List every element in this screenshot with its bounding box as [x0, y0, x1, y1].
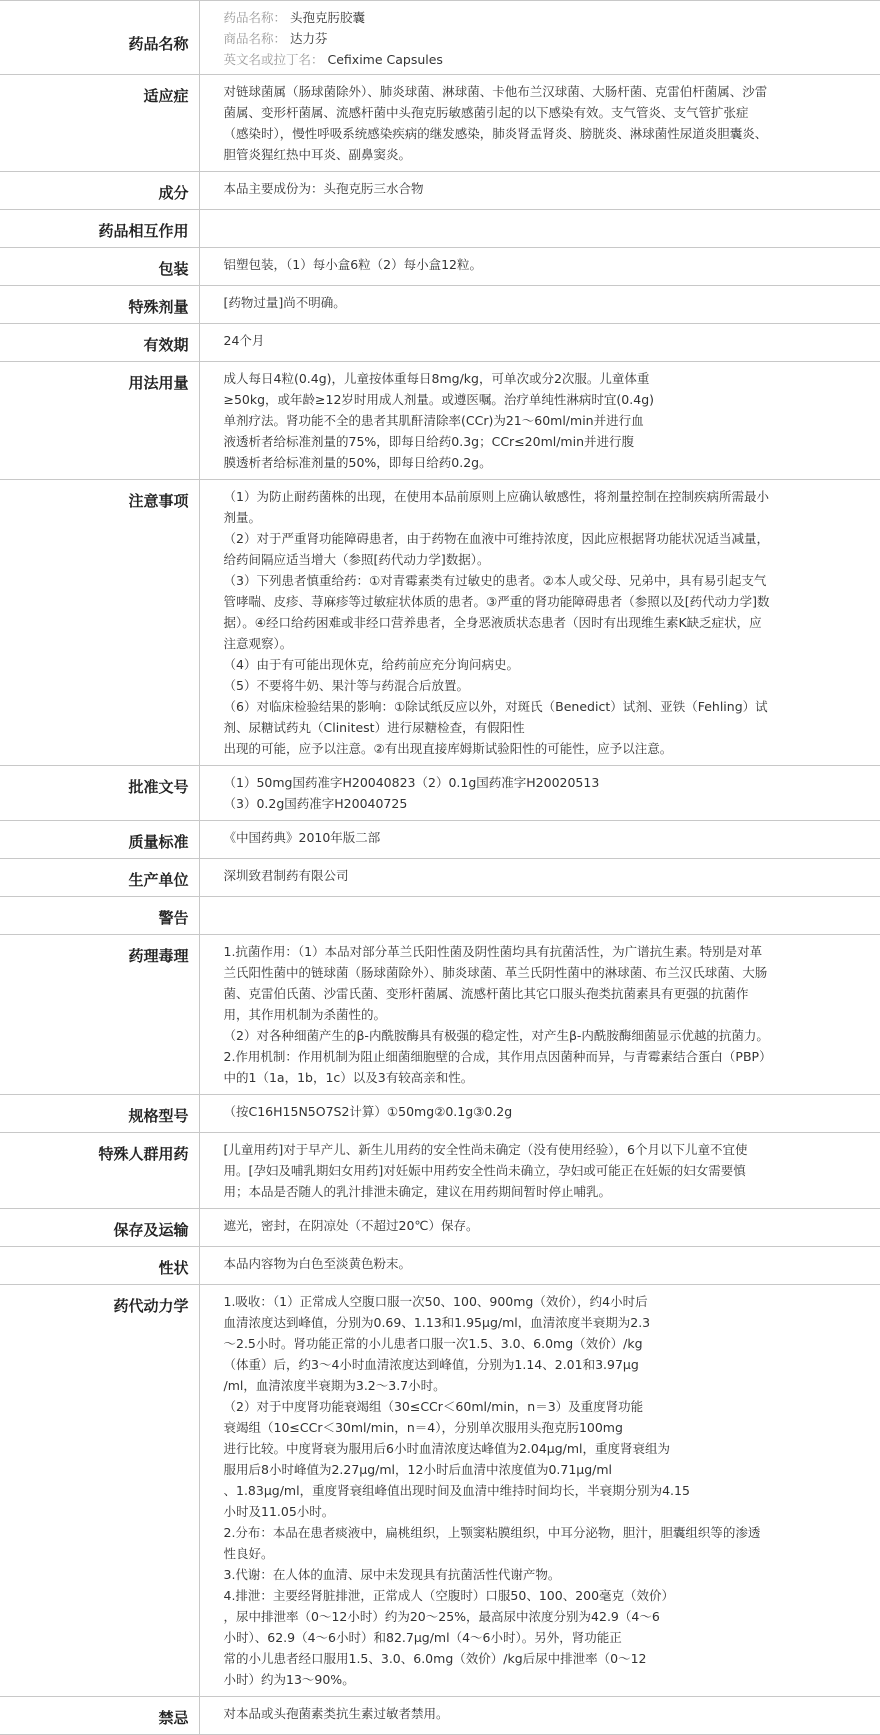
row-label: 特殊人群用药 [0, 1133, 199, 1209]
precaution-paragraph: （2）对于严重肾功能障碍患者，由于药物在血液中可维持浓度，因此应根据肾功能状况适当减量，给药间隔应适当增大（参照[药代动力学]数据）。 [223, 531, 769, 567]
precaution-paragraph: （1）为防止耐药菌株的出现，在使用本品前原则上应确认敏感性，将剂量控制在控制疾病所需最小剂量。 [223, 489, 769, 525]
row-value: 对本品或头孢菌素类抗生素过敏者禁用。 [199, 1697, 880, 1735]
pharmacology-paragraph: 2.作用机制：作用机制为阻止细菌细胞壁的合成，其作用点因菌种而异，与青霉素结合蛋白（PBP）中的1（1a，1b，1c）以及3有较高亲和性。 [223, 1049, 766, 1085]
pk-line: 常的小儿患者经口服用1.5、3.0、6.0mg（效价）/kg后尿中排泄率（0～12 [223, 1651, 647, 1666]
row-label: 禁忌 [0, 1697, 199, 1735]
row-precautions [0, 480, 880, 766]
pk-line: 4.排泄：主要经肾脏排泄，正常成人（空腹时）口服50、100、200毫克（效价） [223, 1588, 675, 1603]
precaution-paragraph: 出现的可能，应予以注意。②有出现直接库姆斯试验阳性的可能性，应予以注意。 [223, 741, 673, 756]
row-value: 本品内容物为白色至淡黄色粉末。 [199, 1247, 880, 1285]
row-value [199, 480, 880, 766]
usage-line: 膜透析者给标准剂量的50%，即每日给药0.2g。 [223, 455, 492, 470]
row-value [199, 897, 880, 935]
row-storage [0, 1209, 880, 1247]
pk-line: 2.分布：本品在患者痰液中，扁桃组织，上颚窦粘膜组织，中耳分泌物，胆汁，胆囊组织等的渗透性良好。 [223, 1525, 761, 1561]
usage-line: 成人每日4粒(0.4g)，儿童按体重每日8mg/kg，可单次或分2次服。儿童体重 [223, 371, 650, 386]
row-value: 《中国药典》2010年版二部 [199, 821, 880, 859]
row-label: 保存及运输 [0, 1209, 199, 1247]
row-indications [0, 75, 880, 172]
row-packaging [0, 248, 880, 286]
pk-line: 小时及11.05小时。 [223, 1504, 335, 1519]
row-label: 规格型号 [0, 1095, 199, 1133]
row-label: 性状 [0, 1247, 199, 1285]
row-label: 成分 [0, 172, 199, 210]
english-name-line [224, 49, 771, 70]
row-value: [儿童用药]对于早产儿、新生儿用药的安全性尚未确定（没有使用经验），6个月以下儿童不宜使用。[孕妇及哺乳期妇女用药]对妊娠中用药安全性尚未确立，孕妇或可能正在妊娠的妇女需要慎用；本品是否随人的乳汁排泄未确定，建议在用药期间暂时停止哺乳。 [199, 1133, 880, 1209]
row-special-dose [0, 286, 880, 324]
row-label: 药品名称 [0, 1, 199, 75]
english-name-value: Cefixime Capsules [327, 52, 443, 67]
row-appearance [0, 1247, 880, 1285]
pk-line: 进行比较。中度肾衰为服用后6小时血清浓度达峰值为2.04μg/ml，重度肾衰组为 [223, 1441, 671, 1456]
row-standard [0, 821, 880, 859]
precaution-paragraph: （6）对临床检验结果的影响：①除试纸反应以外，对斑氏（Benedict）试剂、亚铁（Fehling）试剂、尿糖试药丸（Clinitest）进行尿糖检查，有假阳性 [223, 699, 768, 735]
row-label: 注意事项 [0, 480, 199, 766]
approval-line: （3）0.2g国药准字H20040725 [223, 796, 408, 811]
precaution-paragraph: （4）由于有可能出现休克，给药前应充分询问病史。 [223, 657, 519, 672]
pk-line: 小时）约为13～90%。 [223, 1672, 355, 1687]
row-pharmacokinetics [0, 1285, 880, 1697]
row-label: 药代动力学 [0, 1285, 199, 1697]
row-label: 警告 [0, 897, 199, 935]
generic-name-line [224, 7, 771, 28]
row-value [199, 935, 880, 1095]
pk-line: 3.代谢：在人体的血清、尿中未发现具有抗菌活性代谢产物。 [223, 1567, 561, 1582]
row-value: 深圳致君制药有限公司 [199, 859, 880, 897]
row-label: 生产单位 [0, 859, 199, 897]
generic-name-key: 药品名称： [223, 10, 287, 25]
row-interactions [0, 210, 880, 248]
precaution-paragraph: （5）不要将牛奶、果汁等与药混合后放置。 [223, 678, 469, 693]
row-value: （按C16H15N5O7S2计算）①50mg②0.1g③0.2g [199, 1095, 880, 1133]
row-usage [0, 362, 880, 480]
row-value [199, 1285, 880, 1697]
row-label: 适应症 [0, 75, 199, 172]
pk-line: 服用后8小时峰值为2.27μg/ml，12小时后血清中浓度值为0.71μg/ml [223, 1462, 613, 1477]
pk-line: 血清浓度达到峰值，分别为0.69、1.13和1.95μg/ml，血清浓度半衰期为2.3 [223, 1315, 651, 1330]
row-drug-name [0, 1, 880, 75]
pk-line: ～2.5小时。肾功能正常的小儿患者口服一次1.5、3.0、6.0mg（效价）/kg [223, 1336, 643, 1351]
row-specification [0, 1095, 880, 1133]
pharmacology-paragraph: 1.抗菌作用：（1）本品对部分革兰氏阳性菌及阴性菌均具有抗菌活性，为广谱抗生素。特别是对革兰氏阳性菌中的链球菌（肠球菌除外）、肺炎球菌、革兰氏阴性菌中的淋球菌、布兰汉氏球菌、大肠菌、克雷伯氏菌、沙雷氏菌、变形杆菌属、流感杆菌比其它口服头孢类抗菌素具有更强的抗菌作用，其作用机制为杀菌性的。 [223, 944, 768, 1022]
row-value: 24个月 [199, 324, 880, 362]
generic-name-value: 头孢克肟胶囊 [290, 10, 366, 25]
row-pharmacology [0, 935, 880, 1095]
row-special-groups [0, 1133, 880, 1209]
row-value: [药物过量]尚不明确。 [199, 286, 880, 324]
row-value [199, 1, 880, 75]
row-label: 用法用量 [0, 362, 199, 480]
row-label: 批准文号 [0, 766, 199, 821]
row-value [199, 766, 880, 821]
row-value [199, 362, 880, 480]
row-value [199, 210, 880, 248]
trade-name-value: 达力芬 [290, 31, 328, 46]
precaution-paragraph: （3）下列患者慎重给药：①对青霉素类有过敏史的患者。②本人或父母、兄弟中，具有易引起支气管哮喘、皮疹、荨麻疹等过敏症状体质的患者。③严重的肾功能障碍患者（参照以及[药代动力学]数据）。④经口给药困难或非经口营养患者，全身恶液质状态患者（因时有出现维生素K缺乏症状，应注意观察）。 [223, 573, 770, 651]
row-contraindications [0, 1697, 880, 1735]
row-value: 对链球菌属（肠球菌除外）、肺炎球菌、淋球菌、卡他布兰汉球菌、大肠杆菌、克雷伯杆菌属、沙雷菌属、变形杆菌属、流感杆菌中头孢克肟敏感菌引起的以下感染有效。支气管炎、支气管扩张症（感染时），慢性呼吸系统感染疾病的继发感染，肺炎肾盂肾炎、膀胱炎、淋球菌性尿道炎胆囊炎、胆管炎猩红热中耳炎、副鼻窦炎。 [199, 75, 880, 172]
row-validity [0, 324, 880, 362]
row-label: 质量标准 [0, 821, 199, 859]
trade-name-line [224, 28, 771, 49]
row-manufacturer [0, 859, 880, 897]
row-warning [0, 897, 880, 935]
row-value: 铝塑包装，（1）每小盒6粒（2）每小盒12粒。 [199, 248, 880, 286]
row-label: 药理毒理 [0, 935, 199, 1095]
row-label: 有效期 [0, 324, 199, 362]
pharmacology-paragraph: （2）对各种细菌产生的β-内酰胺酶具有极强的稳定性，对产生β-内酰胺酶细菌显示优越的抗菌力。 [223, 1028, 769, 1043]
pk-line: 小时）、62.9（4～6小时）和82.7μg/ml（4～6小时）。另外，肾功能正 [223, 1630, 622, 1645]
row-ingredients [0, 172, 880, 210]
usage-line: ≥50kg，或年龄≥12岁时用成人剂量。或遵医嘱。治疗单纯性淋病时宜(0.4g) [223, 392, 655, 407]
usage-line: 液透析者给标准剂量的75%，即每日给药0.3g；CCr≤20ml/min并进行腹 [223, 434, 635, 449]
trade-name-key: 商品名称： [223, 31, 287, 46]
pk-line: （体重）后，约3～4小时血清浓度达到峰值，分别为1.14、2.01和3.97μg [223, 1357, 639, 1372]
english-name-key: 英文名或拉丁名： [223, 52, 324, 67]
pk-line: ，尿中排泄率（0～12小时）约为20～25%，最高尿中浓度分别为42.9（4～6 [223, 1609, 660, 1624]
pk-line: 衰竭组（10≤CCr＜30ml/min，n＝4），分别单次服用头孢克肟100mg [223, 1420, 623, 1435]
row-label: 包装 [0, 248, 199, 286]
row-value: 本品主要成份为：头孢克肟三水合物 [199, 172, 880, 210]
row-label: 特殊剂量 [0, 286, 199, 324]
row-value: 遮光，密封，在阴凉处（不超过20℃）保存。 [199, 1209, 880, 1247]
pk-line: /ml，血清浓度半衰期为3.2～3.7小时。 [223, 1378, 446, 1393]
approval-line: （1）50mg国药准字H20040823（2）0.1g国药准字H20020513 [223, 775, 600, 790]
row-label: 药品相互作用 [0, 210, 199, 248]
pk-line: 1.吸收：（1）正常成人空腹口服一次50、100、900mg（效价），约4小时后 [223, 1294, 648, 1309]
pk-line: 、1.83μg/ml，重度肾衰组峰值出现时间及血清中维持时间均长，半衰期分别为4.15 [223, 1483, 690, 1498]
usage-line: 单剂疗法。肾功能不全的患者其肌酐清除率(CCr)为21～60ml/min并进行血 [223, 413, 644, 428]
pk-line: （2）对于中度肾功能衰竭组（30≤CCr＜60ml/min，n＝3）及重度肾功能 [223, 1399, 644, 1414]
row-approval [0, 766, 880, 821]
